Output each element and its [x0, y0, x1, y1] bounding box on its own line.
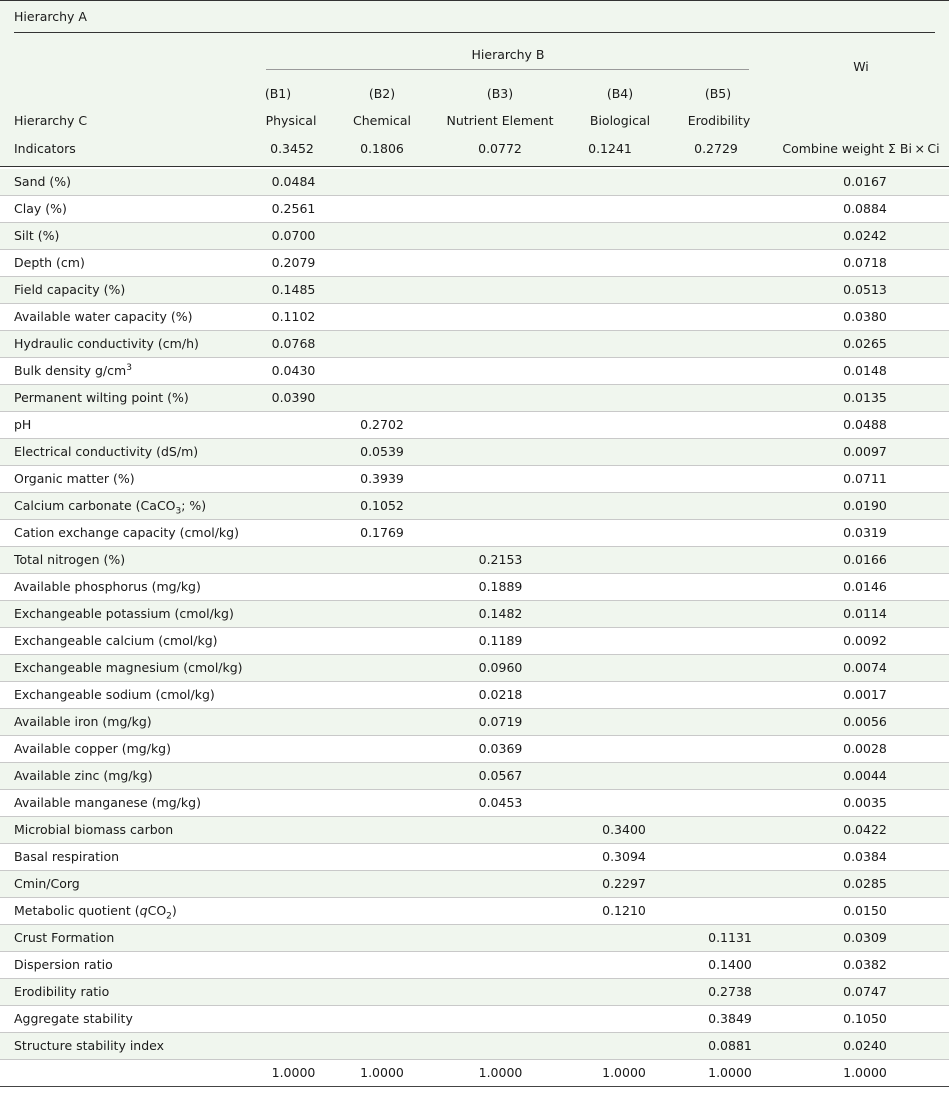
b3-cell: [432, 412, 569, 439]
b3-cell: [432, 358, 569, 385]
indicator-name: Organic matter (%): [0, 466, 255, 493]
header-rule: [0, 166, 949, 167]
b3-cell: 0.0369: [432, 736, 569, 763]
b2-cell: [332, 196, 432, 223]
b3-cell: 0.0567: [432, 763, 569, 790]
wi-cell: 0.0711: [781, 466, 949, 493]
b2-cell: 0.2702: [332, 412, 432, 439]
indicator-name: Metabolic quotient (qCO$_2$): [0, 898, 255, 925]
table-row: [0, 925, 949, 952]
indicator-name: Exchangeable magnesium (cmol/kg): [0, 655, 255, 682]
b3-cell: [432, 385, 569, 412]
b5-cell: [679, 790, 781, 817]
indicator-name: Field capacity (%): [0, 277, 255, 304]
wi-cell: 0.0146: [781, 574, 949, 601]
b2-cell: [332, 871, 432, 898]
indicator-name: Exchangeable sodium (cmol/kg): [0, 682, 255, 709]
table-row: [0, 871, 949, 898]
b1-cell: [255, 925, 332, 952]
b5-cell: [679, 439, 781, 466]
b5-weight: 0.2729: [694, 141, 738, 156]
hierarchy-b-rule: [266, 69, 749, 70]
b5-cell: [679, 871, 781, 898]
wi-cell: 0.0148: [781, 358, 949, 385]
b5-cell: [679, 358, 781, 385]
b2-cell: [332, 655, 432, 682]
b4-cell: [569, 520, 679, 547]
b3-code: (B3): [486, 86, 514, 101]
indicator-name: pH: [0, 412, 255, 439]
table-header: [0, 0, 949, 166]
b1-cell: [255, 520, 332, 547]
b4-cell: [569, 736, 679, 763]
b3-cell: 0.1482: [432, 601, 569, 628]
indicator-name: Hydraulic conductivity (cm/h): [0, 331, 255, 358]
b1-cell: [255, 979, 332, 1006]
b4-cell: [569, 331, 679, 358]
wi-label: Wi: [853, 59, 869, 74]
total-cell: 1.0000: [332, 1060, 432, 1087]
b4-cell: [569, 439, 679, 466]
b2-cell: [332, 898, 432, 925]
b5-cell: [679, 250, 781, 277]
total-cell: 1.0000: [781, 1060, 949, 1087]
wi-cell: 0.0319: [781, 520, 949, 547]
table-row: [0, 547, 949, 574]
b4-cell: [569, 385, 679, 412]
table-row: [0, 493, 949, 520]
b4-cell: [569, 412, 679, 439]
wi-cell: 0.0488: [781, 412, 949, 439]
indicator-name: Calcium carbonate (CaCO$_3$; %): [0, 493, 255, 520]
top-rule: [0, 0, 949, 1]
b4-cell: [569, 574, 679, 601]
b5-cell: 0.0881: [679, 1033, 781, 1060]
b4-code: (B4): [606, 86, 634, 101]
total-cell: 1.0000: [679, 1060, 781, 1087]
indicator-name: Exchangeable potassium (cmol/kg): [0, 601, 255, 628]
b3-cell: [432, 817, 569, 844]
table-row: [0, 169, 949, 196]
b2-cell: 0.0539: [332, 439, 432, 466]
b3-cell: 0.0453: [432, 790, 569, 817]
wi-cell: 0.0384: [781, 844, 949, 871]
table-row: [0, 898, 949, 925]
table-row: [0, 736, 949, 763]
b4-cell: [569, 358, 679, 385]
wi-cell: 0.0513: [781, 277, 949, 304]
table-row: [0, 250, 949, 277]
wi-cell: 0.0240: [781, 1033, 949, 1060]
wi-cell: 0.0074: [781, 655, 949, 682]
table-row: [0, 412, 949, 439]
hierarchy-a-rule: [14, 32, 935, 33]
b4-cell: [569, 763, 679, 790]
b2-cell: [332, 547, 432, 574]
b1-cell: 0.0768: [255, 331, 332, 358]
b4-cell: [569, 925, 679, 952]
b4-cell: [569, 1033, 679, 1060]
table-row: [0, 277, 949, 304]
b4-cell: [569, 709, 679, 736]
wi-cell: 0.0017: [781, 682, 949, 709]
b2-cell: [332, 925, 432, 952]
b5-cell: [679, 817, 781, 844]
b3-cell: 0.0960: [432, 655, 569, 682]
wi-cell: 0.0265: [781, 331, 949, 358]
indicator-name: Cation exchange capacity (cmol/kg): [0, 520, 255, 547]
table-row: [0, 601, 949, 628]
b3-cell: [432, 331, 569, 358]
b1-cell: [255, 493, 332, 520]
b4-cell: [569, 466, 679, 493]
b4-cell: [569, 979, 679, 1006]
b5-cell: 0.2738: [679, 979, 781, 1006]
b3-cell: 0.0719: [432, 709, 569, 736]
totals-label-cell: [0, 1060, 255, 1087]
table-row: [0, 763, 949, 790]
b1-cell: [255, 952, 332, 979]
b1-cell: [255, 709, 332, 736]
combine-weight-label: Combine weight Σ Bi × Ci: [782, 141, 940, 156]
b2-cell: [332, 1033, 432, 1060]
table-row: [0, 304, 949, 331]
b4-cell: [569, 601, 679, 628]
b2-cell: [332, 574, 432, 601]
b3-cell: [432, 898, 569, 925]
b5-cell: [679, 385, 781, 412]
b3-cell: [432, 169, 569, 196]
b1-cell: [255, 898, 332, 925]
b2-cell: [332, 979, 432, 1006]
b4-cell: [569, 682, 679, 709]
b3-cell: [432, 1033, 569, 1060]
b1-cell: [255, 1006, 332, 1033]
wi-cell: 0.1050: [781, 1006, 949, 1033]
b1-cell: [255, 844, 332, 871]
b5-code: (B5): [704, 86, 732, 101]
wi-cell: 0.0092: [781, 628, 949, 655]
wi-cell: 0.0114: [781, 601, 949, 628]
b2-cell: [332, 790, 432, 817]
table-row: [0, 709, 949, 736]
table-row: [0, 466, 949, 493]
indicator-name: Structure stability index: [0, 1033, 255, 1060]
b5-name: Erodibility: [687, 113, 751, 128]
b2-cell: [332, 709, 432, 736]
b5-cell: [679, 628, 781, 655]
b4-weight: 0.1241: [588, 141, 632, 156]
indicator-name: Crust Formation: [0, 925, 255, 952]
wi-cell: 0.0747: [781, 979, 949, 1006]
wi-cell: 0.0380: [781, 304, 949, 331]
b1-cell: 0.2561: [255, 196, 332, 223]
b5-cell: [679, 547, 781, 574]
table-row: [0, 1033, 949, 1060]
indicator-name: Total nitrogen (%): [0, 547, 255, 574]
wi-cell: 0.0884: [781, 196, 949, 223]
b5-cell: [679, 763, 781, 790]
b2-cell: [332, 1006, 432, 1033]
b4-cell: [569, 655, 679, 682]
b5-cell: [679, 223, 781, 250]
b1-weight: 0.3452: [270, 141, 314, 156]
b1-cell: [255, 817, 332, 844]
b2-cell: [332, 601, 432, 628]
b2-cell: [332, 763, 432, 790]
b3-cell: [432, 493, 569, 520]
table-row: [0, 682, 949, 709]
b1-cell: [255, 547, 332, 574]
table-row: [0, 655, 949, 682]
b4-cell: 0.3400: [569, 817, 679, 844]
indicator-name: Aggregate stability: [0, 1006, 255, 1033]
b1-cell: 0.1485: [255, 277, 332, 304]
b3-cell: [432, 223, 569, 250]
wi-cell: 0.0718: [781, 250, 949, 277]
indicator-name: Basal respiration: [0, 844, 255, 871]
indicator-name: Microbial biomass carbon: [0, 817, 255, 844]
table-row: [0, 844, 949, 871]
b4-cell: 0.1210: [569, 898, 679, 925]
b2-cell: [332, 358, 432, 385]
hierarchy-a-label: Hierarchy A: [14, 9, 87, 24]
indicator-name: Available phosphorus (mg/kg): [0, 574, 255, 601]
b1-code: (B1): [264, 86, 292, 101]
b5-cell: [679, 169, 781, 196]
b2-cell: 0.1052: [332, 493, 432, 520]
b3-name: Nutrient Element: [446, 113, 554, 128]
b2-cell: 0.3939: [332, 466, 432, 493]
indicator-name: Depth (cm): [0, 250, 255, 277]
b2-cell: [332, 223, 432, 250]
b3-cell: 0.1889: [432, 574, 569, 601]
b5-cell: [679, 844, 781, 871]
b3-weight: 0.0772: [478, 141, 522, 156]
b4-cell: [569, 223, 679, 250]
b2-cell: [332, 682, 432, 709]
b5-cell: [679, 898, 781, 925]
b1-cell: 0.0390: [255, 385, 332, 412]
b2-weight: 0.1806: [360, 141, 404, 156]
b3-cell: [432, 520, 569, 547]
b5-cell: [679, 736, 781, 763]
b3-cell: 0.0218: [432, 682, 569, 709]
b4-cell: [569, 547, 679, 574]
b4-cell: [569, 790, 679, 817]
b5-cell: 0.1400: [679, 952, 781, 979]
table-row: [0, 331, 949, 358]
b4-cell: [569, 250, 679, 277]
table-row: [0, 952, 949, 979]
b1-cell: [255, 628, 332, 655]
b4-cell: [569, 493, 679, 520]
b5-cell: [679, 466, 781, 493]
indicator-table: [0, 169, 949, 1087]
table-row: [0, 1006, 949, 1033]
b5-cell: [679, 412, 781, 439]
wi-cell: 0.0135: [781, 385, 949, 412]
b5-cell: [679, 331, 781, 358]
b1-cell: [255, 466, 332, 493]
table-row: [0, 817, 949, 844]
b4-cell: [569, 1006, 679, 1033]
indicator-name: Available copper (mg/kg): [0, 736, 255, 763]
table-row: [0, 628, 949, 655]
b1-cell: 0.1102: [255, 304, 332, 331]
b1-cell: [255, 601, 332, 628]
wi-cell: 0.0422: [781, 817, 949, 844]
b2-cell: [332, 952, 432, 979]
b2-cell: [332, 385, 432, 412]
b1-cell: [255, 412, 332, 439]
b2-cell: [332, 277, 432, 304]
total-cell: 1.0000: [255, 1060, 332, 1087]
b1-cell: 0.0430: [255, 358, 332, 385]
b2-cell: [332, 844, 432, 871]
b1-cell: 0.2079: [255, 250, 332, 277]
b5-cell: [679, 196, 781, 223]
b3-cell: [432, 250, 569, 277]
b1-cell: [255, 763, 332, 790]
indicator-name: Available water capacity (%): [0, 304, 255, 331]
b2-cell: [332, 736, 432, 763]
indicator-name: Available manganese (mg/kg): [0, 790, 255, 817]
b3-cell: [432, 196, 569, 223]
b3-cell: [432, 277, 569, 304]
b2-cell: [332, 304, 432, 331]
b1-cell: [255, 655, 332, 682]
wi-cell: 0.0382: [781, 952, 949, 979]
b4-cell: [569, 952, 679, 979]
b4-cell: [569, 304, 679, 331]
b2-cell: [332, 331, 432, 358]
indicator-name: Dispersion ratio: [0, 952, 255, 979]
indicator-name: Available zinc (mg/kg): [0, 763, 255, 790]
b2-cell: [332, 250, 432, 277]
indicator-name: Clay (%): [0, 196, 255, 223]
b3-cell: [432, 304, 569, 331]
table-row: [0, 520, 949, 547]
b5-cell: [679, 655, 781, 682]
b2-name: Chemical: [353, 113, 411, 128]
b3-cell: 0.1189: [432, 628, 569, 655]
wi-cell: 0.0035: [781, 790, 949, 817]
b5-cell: [679, 520, 781, 547]
b1-cell: [255, 736, 332, 763]
indicator-name: Cmin/Corg: [0, 871, 255, 898]
b4-cell: [569, 169, 679, 196]
b3-cell: [432, 439, 569, 466]
table-row: [0, 358, 949, 385]
indicator-name: Exchangeable calcium (cmol/kg): [0, 628, 255, 655]
b1-cell: [255, 790, 332, 817]
b2-cell: 0.1769: [332, 520, 432, 547]
b2-cell: [332, 169, 432, 196]
b3-cell: [432, 1006, 569, 1033]
wi-cell: 0.0150: [781, 898, 949, 925]
b3-cell: [432, 979, 569, 1006]
b1-cell: [255, 574, 332, 601]
b1-cell: [255, 682, 332, 709]
wi-cell: 0.0097: [781, 439, 949, 466]
b3-cell: 0.2153: [432, 547, 569, 574]
b5-cell: [679, 493, 781, 520]
wi-cell: 0.0044: [781, 763, 949, 790]
b2-cell: [332, 628, 432, 655]
b3-cell: [432, 925, 569, 952]
b3-cell: [432, 871, 569, 898]
indicator-name: Silt (%): [0, 223, 255, 250]
indicators-label: Indicators: [14, 141, 76, 156]
indicator-name: Bulk density $g/cm^3$: [0, 358, 255, 385]
indicator-name: Erodibility ratio: [0, 979, 255, 1006]
total-cell: 1.0000: [432, 1060, 569, 1087]
b5-cell: [679, 709, 781, 736]
b1-cell: [255, 871, 332, 898]
wi-cell: 0.0167: [781, 169, 949, 196]
total-cell: 1.0000: [569, 1060, 679, 1087]
hierarchy-b-label: Hierarchy B: [471, 47, 545, 62]
b5-cell: [679, 574, 781, 601]
table-row: [0, 439, 949, 466]
b4-cell: 0.2297: [569, 871, 679, 898]
b5-cell: [679, 601, 781, 628]
b4-cell: [569, 196, 679, 223]
indicator-name: Permanent wilting point (%): [0, 385, 255, 412]
b4-cell: [569, 277, 679, 304]
wi-cell: 0.0166: [781, 547, 949, 574]
b3-cell: [432, 844, 569, 871]
b5-cell: [679, 277, 781, 304]
hierarchy-c-label: Hierarchy C: [14, 113, 88, 128]
b4-cell: [569, 628, 679, 655]
b1-name: Physical: [265, 113, 317, 128]
b3-cell: [432, 952, 569, 979]
table-row: [0, 979, 949, 1006]
b1-cell: 0.0700: [255, 223, 332, 250]
b4-cell: 0.3094: [569, 844, 679, 871]
wi-cell: 0.0242: [781, 223, 949, 250]
wi-cell: 0.0309: [781, 925, 949, 952]
table-row: [0, 196, 949, 223]
wi-cell: 0.0056: [781, 709, 949, 736]
b1-cell: [255, 1033, 332, 1060]
b2-code: (B2): [368, 86, 396, 101]
wi-cell: 0.0028: [781, 736, 949, 763]
b2-cell: [332, 817, 432, 844]
b3-cell: [432, 466, 569, 493]
indicator-name: Electrical conductivity (dS/m): [0, 439, 255, 466]
table-row: [0, 574, 949, 601]
b5-cell: 0.1131: [679, 925, 781, 952]
indicator-name: Sand (%): [0, 169, 255, 196]
indicator-name: Available iron (mg/kg): [0, 709, 255, 736]
b4-name: Biological: [589, 113, 651, 128]
b1-cell: 0.0484: [255, 169, 332, 196]
b1-cell: [255, 439, 332, 466]
b5-cell: [679, 682, 781, 709]
wi-cell: 0.0285: [781, 871, 949, 898]
table-row: [0, 790, 949, 817]
totals-row: [0, 1060, 949, 1087]
table-row: [0, 385, 949, 412]
b5-cell: 0.3849: [679, 1006, 781, 1033]
table-row: [0, 223, 949, 250]
wi-cell: 0.0190: [781, 493, 949, 520]
b5-cell: [679, 304, 781, 331]
